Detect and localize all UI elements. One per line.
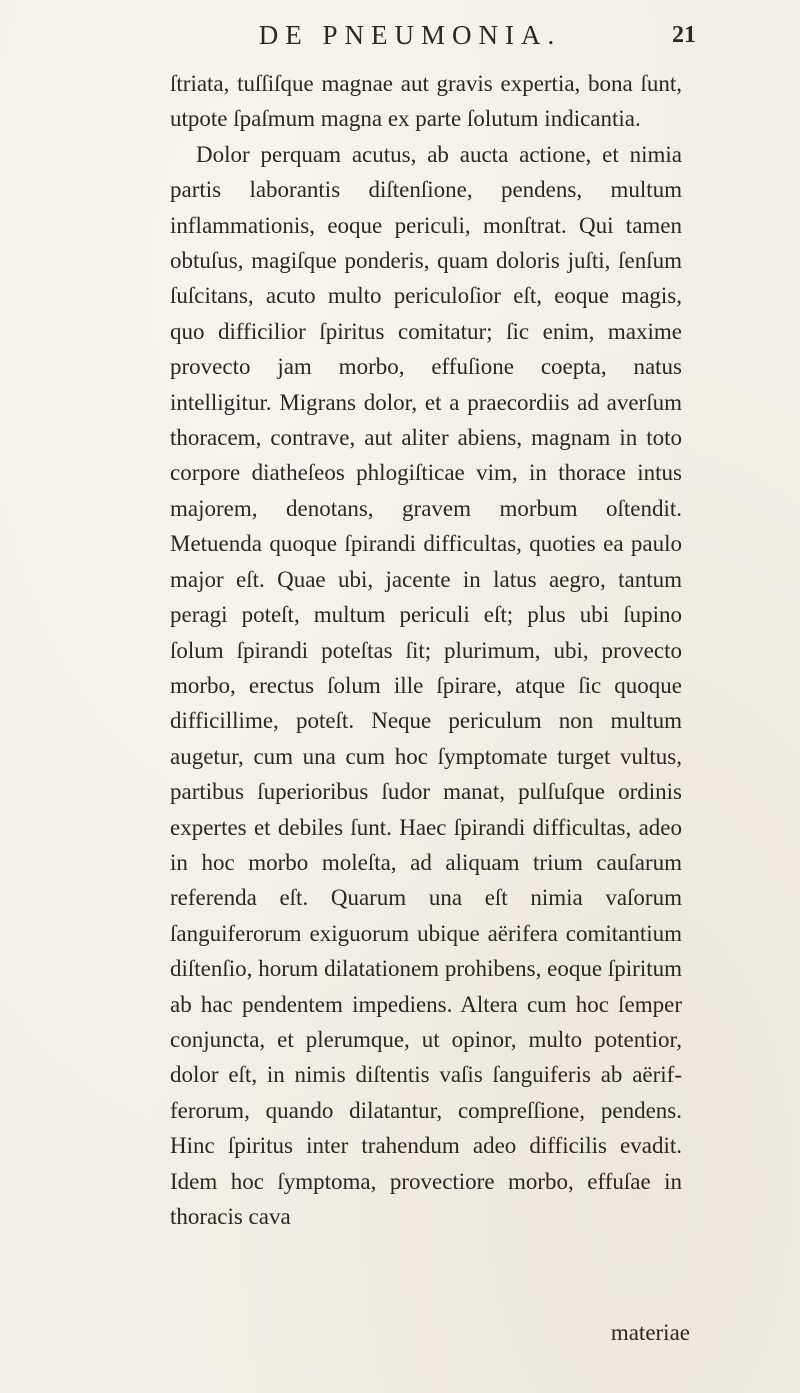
page-number: 21 — [672, 22, 696, 48]
body-text — [170, 66, 682, 1234]
catchword: materiae — [610, 1320, 690, 1345]
running-head: DE PNEUMONIA. — [258, 20, 562, 50]
paragraph-dolor: Dolor perquam acutus, ab aucta actione, et nimia partis laborantis diſtenſione, pendens, multum inflammationis, eoque periculi, monſtrat. Qui tamen obtuſus, magiſque ponderis, quam doloris juſti, ſenſum ſuſcitans, acuto multo periculoſior eſt, eoque magis, quo difficilior ſpiritus comitatur; ſic enim, maxime provecto jam morbo, effuſione coepta, natus intelligitur. Migrans dolor, et a praecordiis ad averſum thoracem, contrave, aut aliter abiens, magnam in toto corpore diatheſeos phlogiſticae vim, in thorace intus majorem, denotans, gravem morbum oſtendit. Metuenda quoque ſpirandi difficultas, quoties ea paulo major eſt. Quae ubi, jacente in latus aegro, tantum peragi poteſt, multum periculi eſt; plus ubi ſupino ſolum ſpirandi poteſtas ſit; plurimum, ubi, provecto morbo, erectus ſolum ille ſpirare, atque ſic quoque difficillime, poteſt. Neque periculum non multum augetur, cum una cum hoc ſymptomate turget vultus, partibus ſuperioribus ſudor manat, pulſuſque ordinis expertes et debiles ſunt. Haec ſpirandi difficultas, adeo in hoc morbo moleſta, ad aliquam trium cauſarum referenda eſt. Quarum una eſt nimia vaſorum ſanguiferorum exiguorum ubique aërifera comitantium diſtenſio, horum dilatationem prohibens, eoque ſpiritum ab hac pendentem impediens. Altera cum hoc ſemper conjuncta, et plerumque, ut opinor, multo potentior, dolor eſt, in nimis diſtentis vaſis ſanguiferis ab aërifferorum, quando dilatantur, compreſſione, pendens. Hinc ſpiritus inter trahendum adeo difficilis evadit. Idem hoc ſymptoma, provectiore morbo, effuſae in thoracis cava — [170, 141, 682, 1229]
page-header — [0, 20, 800, 60]
paragraph-continuation: ſtriata, tuſſiſque magnae aut gravis expertia, bona ſunt, utpote ſpaſmum magna ex parte ſolutum indicantia. — [170, 71, 682, 132]
